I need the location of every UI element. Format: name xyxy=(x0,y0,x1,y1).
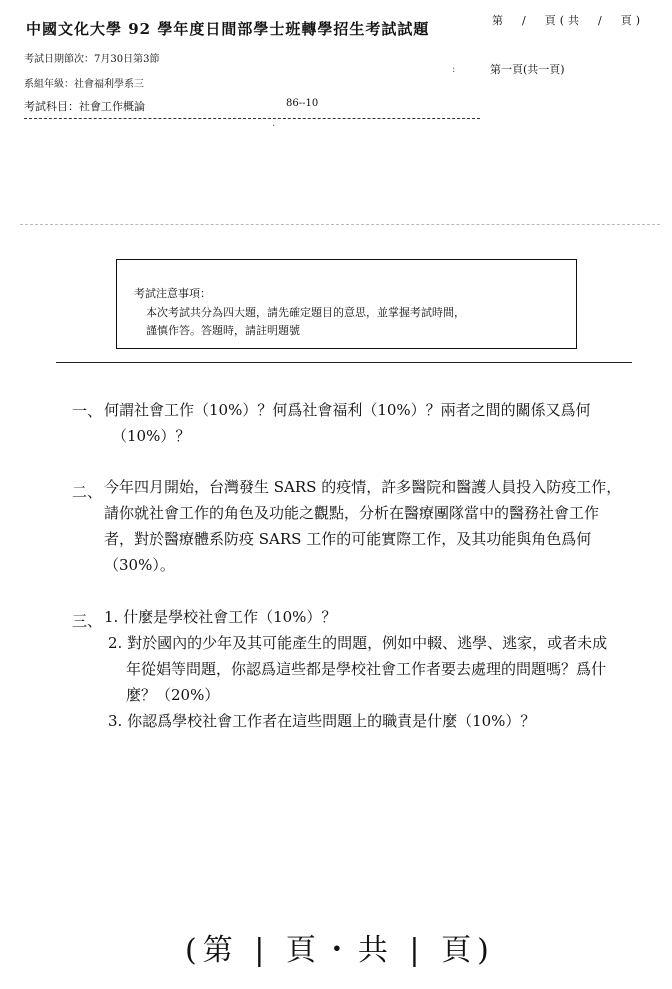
question-number: 二、 xyxy=(72,483,103,501)
exam-title: 中國文化大學 92 學年度日間部學士班轉學招生考試試題 xyxy=(26,20,430,38)
question-number: 三、 xyxy=(72,612,103,630)
page-label-top: 第 / 頁(共 / 頁) xyxy=(492,14,644,27)
header-divider xyxy=(24,118,480,119)
question-1 xyxy=(104,397,591,449)
question-line: 何謂社會工作（10%）？何爲社會福利（10%）？兩者之間的關係又爲何 xyxy=(104,401,591,419)
scan-mark: : xyxy=(452,64,456,75)
page-footer: (第 | 頁・共 | 頁) xyxy=(185,933,495,968)
subject-code: 86--10 xyxy=(286,98,319,109)
question-3 xyxy=(104,604,607,734)
exam-time: 考試日期節次：7月30日第3節 xyxy=(24,54,160,65)
question-line: 今年四月開始，台灣發生 SARS 的疫情，許多醫院和醫護人員投入防疫工作， xyxy=(104,478,622,496)
question-line: 者，對於醫療體系防疫 SARS 工作的可能實際工作，及其功能與角色爲何 xyxy=(104,530,592,548)
notice-title: 考試注意事項： xyxy=(134,287,211,300)
question-line: 請你就社會工作的角色及功能之觀點，分析在醫療團隊當中的醫務社會工作 xyxy=(104,504,600,522)
department: 系組年級：社會福利學系三 xyxy=(24,79,144,90)
question-line: 麼？（20%） xyxy=(126,686,220,704)
faint-divider xyxy=(20,224,660,225)
question-line: 2. 對於國內的少年及其可能產生的問題，例如中輟、逃學、逃家，或者未成 xyxy=(108,634,608,652)
question-2 xyxy=(104,474,621,578)
notice-line: 謹慎作答。答題時，請註明題號 xyxy=(146,324,300,337)
section-divider xyxy=(56,362,632,363)
question-line: 3. 你認爲學校社會工作者在這些問題上的職責是什麼（10%）？ xyxy=(108,712,536,730)
question-line: 年從娼等問題，你認爲這些都是學校社會工作者要去處理的問題嗎？爲什 xyxy=(126,660,607,678)
scan-mark: . xyxy=(272,118,276,129)
notice-line: 本次考試共分為四大題，請先確定題目的意思，並掌握考試時間， xyxy=(146,306,465,319)
question-line: 1. 什麼是學校社會工作（10%）？ xyxy=(104,608,337,626)
exam-subject: 考試科目：社會工作概論 xyxy=(24,100,145,113)
question-line: （10%）？ xyxy=(112,427,191,445)
question-line: （30%）。 xyxy=(104,556,175,574)
question-number: 一、 xyxy=(72,402,103,420)
page-label: 第一頁(共一頁) xyxy=(490,63,565,76)
